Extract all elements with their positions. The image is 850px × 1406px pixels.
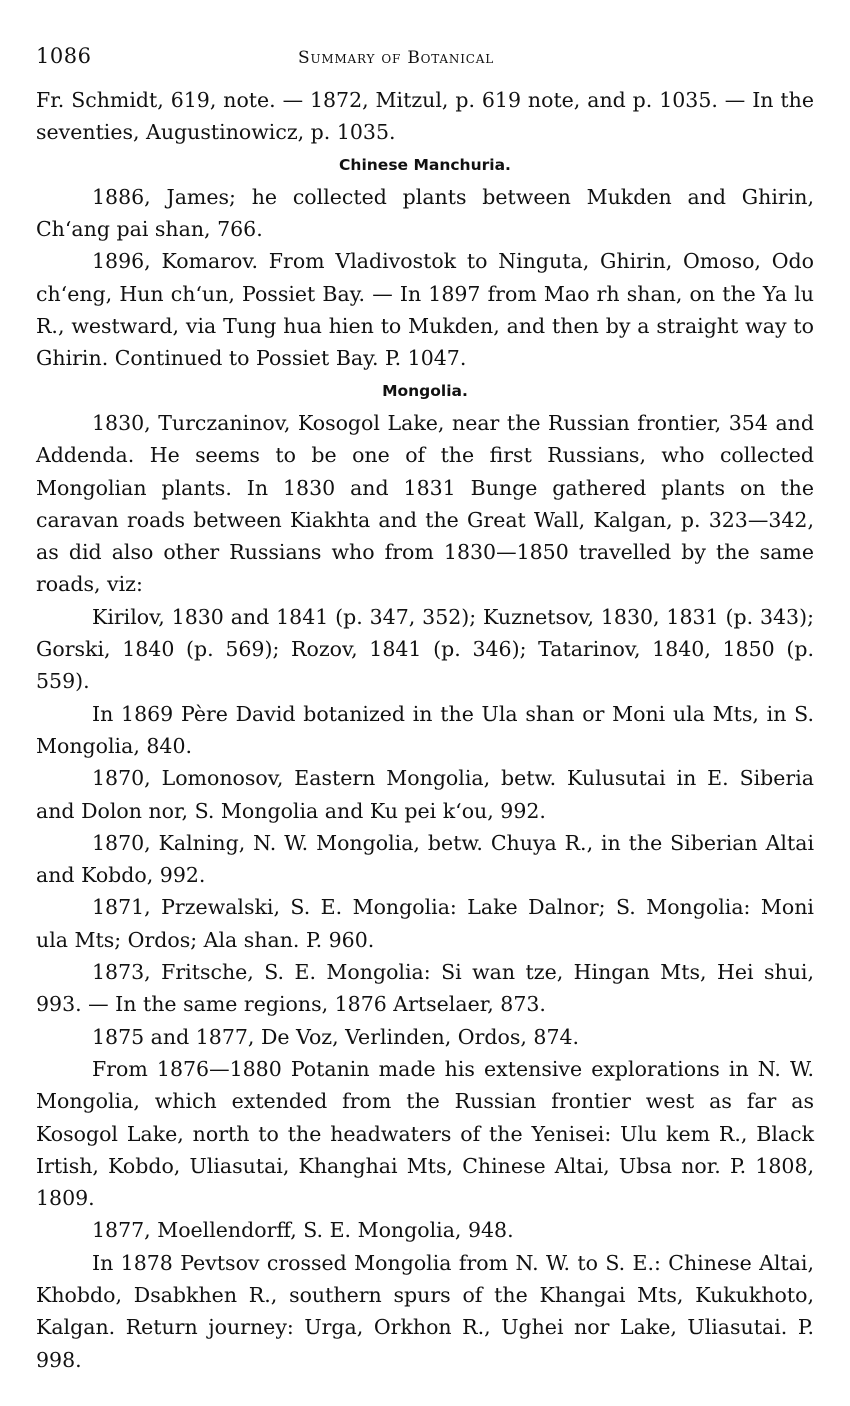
paragraph-moellendorff: 1877, Moellendorff, S. E. Mongolia, 948. bbox=[92, 1218, 514, 1243]
body-text bbox=[36, 84, 814, 1376]
paragraph-przewalski: 1871, Przewalski, S. E. Mongolia: Lake Dalnor; S. Mongolia: Moni ula Mts; Ordos; Ala shan. P. 960. bbox=[36, 895, 814, 952]
paragraph-kalning: 1870, Kalning, N. W. Mongolia, betw. Chuya R., in the Siberian Altai and Kobdo, 992. bbox=[36, 830, 814, 888]
section-heading-chinese-manchuria: Chinese Manchuria. bbox=[339, 155, 511, 174]
page-number: 1086 bbox=[36, 44, 92, 68]
paragraph-continuation: Fr. Schmidt, 619, note. — 1872, Mitzul, p. 619 note, and p. 1035. — In the seventies, Augustinowicz, p. 1035. bbox=[36, 88, 814, 145]
book-page bbox=[36, 36, 814, 1376]
paragraph-komarov: 1896, Komarov. From Vladivostok to Ninguta, Ghirin, Omoso, Odo chʻeng, Hun chʻun, Possiet Bay. — In 1897 from Mao rh shan, on the Ya lu R., westward, via Tung hua hien to Mukden, and then by a straight way to Ghirin. Continued to Possiet Bay. P. 1047. bbox=[36, 249, 814, 371]
paragraph-james: 1886, James; he collected plants between Mukden and Ghirin, Chʻang pai shan, 766. bbox=[36, 184, 814, 242]
running-head bbox=[36, 36, 814, 84]
paragraph-de-voz: 1875 and 1877, De Voz, Verlinden, Ordos, 874. bbox=[92, 1024, 580, 1049]
section-heading-mongolia: Mongolia. bbox=[382, 381, 468, 400]
paragraph-pevtsov: In 1878 Pevtsov crossed Mongolia from N. W. to S. E.: Chinese Altai, Khobdo, Dsabkhen R., southern spurs of the Khangai Mts, Kukukhoto, Kalgan. Return journey: Urga, Orkhon R., Ughei nor Lake, Uliasutai. P. 998. bbox=[36, 1250, 814, 1372]
paragraph-potanin: From 1876—1880 Potanin made his extensive explorations in N. W. Mongolia, which extended from the Russian frontier west as far as Kosogol Lake, north to the headwaters of the Yenisei: Ulu kem R., Black Irtish, Kobdo, Uliasutai, Khanghai Mts, Chinese Altai, Ubsa nor. P. 1808, 1809. bbox=[36, 1056, 814, 1211]
paragraph-lomonosov: 1870, Lomonosov, Eastern Mongolia, betw. Kulusutai in E. Siberia and Dolon nor, S. Mongolia and Ku pei kʻou, 992. bbox=[36, 766, 814, 823]
paragraph-kirilov: Kirilov, 1830 and 1841 (p. 347, 352); Kuznetsov, 1830, 1831 (p. 343); Gorski, 1840 (p. 569); Rozov, 1841 (p. 346); Tatarinov, 1840, 1850 (p. 559). bbox=[36, 604, 814, 694]
paragraph-pere-david: In 1869 Père David botanized in the Ula shan or Moni ula Mts, in S. Mongolia, 840. bbox=[36, 701, 814, 758]
paragraph-turczaninov: 1830, Turczaninov, Kosogol Lake, near the Russian frontier, 354 and Addenda. He seems to be one of the first Russians, who collected Mongolian plants. In 1830 and 1831 Bunge gathered plants on the caravan roads between Kiakhta and the Great Wall, Kalgan, p. 323—342, as did also other Russians who from 1830—1850 travelled by the same roads, viz: bbox=[36, 410, 814, 597]
running-title: Summary of Botanical bbox=[298, 48, 494, 68]
paragraph-fritsche: 1873, Fritsche, S. E. Mongolia: Si wan tze, Hingan Mts, Hei shui, 993. — In the same regions, 1876 Artselaer, 873. bbox=[36, 960, 814, 1017]
